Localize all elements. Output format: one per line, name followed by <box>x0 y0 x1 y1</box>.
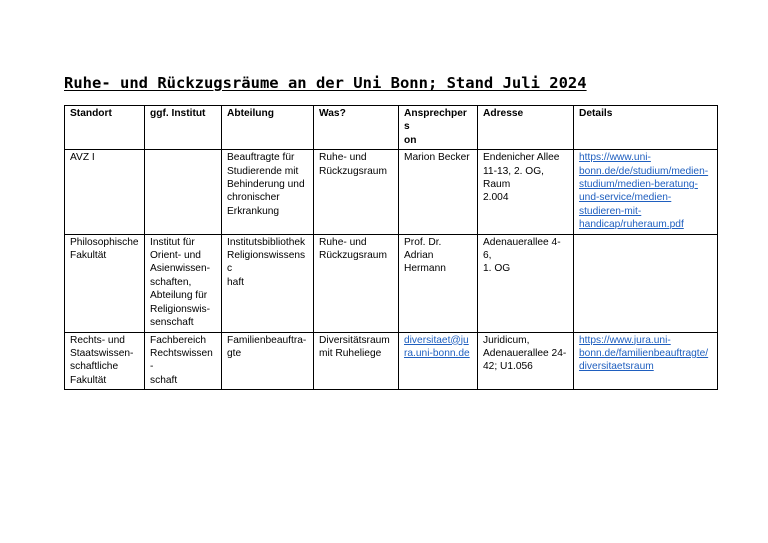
cell-adresse: Adenauerallee 4-6, 1. OG <box>478 234 574 332</box>
cell-adresse: Endenicher Allee 11-13, 2. OG, Raum 2.004 <box>478 150 574 234</box>
cell-abteilung: Beauftragte für Studierende mit Behinderung und chronischer Erkrankung <box>222 150 314 234</box>
table-row <box>65 332 718 390</box>
header-details: Details <box>574 106 718 150</box>
header-adresse: Adresse <box>478 106 574 150</box>
cell-abteilung: Familienbeauftra- gte <box>222 332 314 390</box>
cell-ansprechperson <box>399 332 478 390</box>
cell-standort: AVZ I <box>65 150 145 234</box>
table-header-row <box>65 106 718 150</box>
cell-institut: Fachbereich Rechtswissen- schaft <box>145 332 222 390</box>
table-row <box>65 150 718 234</box>
cell-ansprechperson: Prof. Dr. Adrian Hermann <box>399 234 478 332</box>
cell-standort: Rechts- und Staatswissen- schaftliche Fakultät <box>65 332 145 390</box>
cell-abteilung: Institutsbibliothek Religionswissensc haft <box>222 234 314 332</box>
cell-was: Ruhe- und Rückzugsraum <box>314 234 399 332</box>
cell-details <box>574 234 718 332</box>
rooms-table <box>64 105 718 390</box>
details-link[interactable]: https://www.uni- bonn.de/de/studium/medien- studium/medien-beratung- und-service/medien- studieren-mit- handicap/ruheraum.pdf <box>579 152 709 231</box>
cell-institut: Institut für Orient- und Asienwissen- schaften, Abteilung für Religionswis- senschaft <box>145 234 222 332</box>
cell-adresse: Juridicum, Adenauerallee 24- 42; U1.056 <box>478 332 574 390</box>
document-title: Ruhe- und Rückzugsräume an der Uni Bonn; Stand Juli 2024 <box>64 74 587 92</box>
header-abteilung: Abteilung <box>222 106 314 150</box>
cell-institut <box>145 150 222 234</box>
cell-standort: Philosophische Fakultät <box>65 234 145 332</box>
cell-details <box>574 332 718 390</box>
cell-was: Diversitätsraum mit Ruheliege <box>314 332 399 390</box>
header-was: Was? <box>314 106 399 150</box>
header-ansprechperson: Ansprechpers on <box>399 106 478 150</box>
cell-was: Ruhe- und Rückzugsraum <box>314 150 399 234</box>
header-standort: Standort <box>65 106 145 150</box>
header-institut: ggf. Institut <box>145 106 222 150</box>
details-link[interactable]: https://www.jura.uni- bonn.de/familienbeauftragte/ diversitaetsraum <box>579 334 709 373</box>
cell-details <box>574 150 718 234</box>
table-row <box>65 234 718 332</box>
email-link[interactable]: diversitaet@ju ra.uni-bonn.de <box>404 334 470 359</box>
cell-ansprechperson: Marion Becker <box>399 150 478 234</box>
